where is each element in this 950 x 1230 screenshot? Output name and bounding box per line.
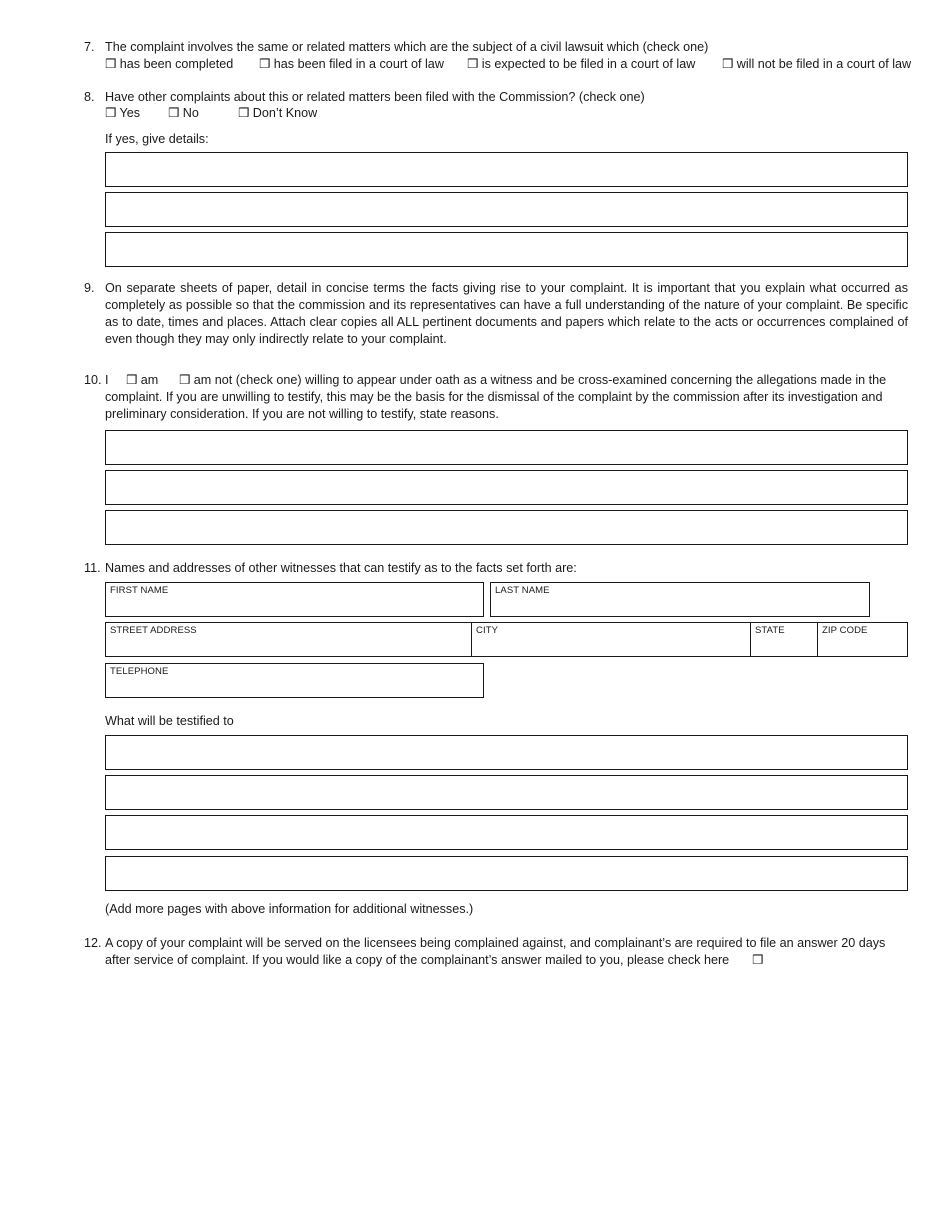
q11-text: Names and addresses of other witnesses that can testify as to the facts set forth are: [105,561,577,575]
state-label: STATE [755,625,785,636]
street-address-label: STREET ADDRESS [110,625,197,636]
zip-code-label: ZIP CODE [822,625,868,636]
testimony-line-3[interactable] [105,815,908,850]
last-name-label: LAST NAME [495,585,550,596]
q7-text: The complaint involves the same or related matters which are the subject of a civil lawsuit which (check one) [105,40,709,54]
q10-number: 10. [84,373,102,387]
q8-option-yes[interactable]: ❒ Yes [105,106,141,120]
q8-details-line-2[interactable] [105,192,908,227]
q8-number: 8. [84,90,95,104]
q10-reasons-line-1[interactable] [105,430,908,465]
testimony-line-4[interactable] [105,856,908,891]
q12-text-line-1: A copy of your complaint will be served on the licensees being complained against, and complainant’s are required to file an answer 20 days [105,936,886,950]
q10-prefix: I [105,373,109,387]
q9-text: On separate sheets of paper, detail in concise terms the facts giving rise to your complaint. It is important that you explain what occurred as completely as possible so that the commission and its representatives can have a full understanding of the nature of your complaint. Be specific as to date, times and places. Attach clear copies all ALL pertinent documents and papers which relate to the acts or occurrences complained of even though they may only indirectly relate to your complaint. [105,281,908,346]
q7-number: 7. [84,40,95,54]
q8-details-label: If yes, give details: [105,132,209,146]
zip-code-field[interactable] [817,622,908,657]
q12-text-line-2: after service of complaint. If you would like a copy of the complainant’s answer mailed to you, please check here [105,953,730,967]
q8-option-dont-know[interactable]: ❒ Don’t Know [238,106,318,120]
street-address-field[interactable] [105,622,473,657]
q10-option-am-not[interactable]: ❒ am not (check one) willing to appear under oath as a witness and be cross-examined concerning the allegations made in the [179,373,887,387]
q7-option-completed[interactable]: ❒ has been completed [105,57,234,71]
q12-number: 12. [84,936,102,950]
city-label: CITY [476,625,499,636]
q10-text-line-2: complaint. If you are unwilling to testify, this may be the basis for the dismissal of the complaint by the commission after its investigation and [105,390,883,404]
q12-copy-checkbox[interactable]: ❒ [752,953,764,967]
q11-number: 11. [84,561,101,575]
q8-details-line-3[interactable] [105,232,908,267]
q10-reasons-line-2[interactable] [105,470,908,505]
q7-option-filed[interactable]: ❒ has been filed in a court of law [259,57,444,71]
q10-option-am[interactable]: ❒ am [126,373,159,387]
q7-option-expected[interactable]: ❒ is expected to be filed in a court of law [467,57,696,71]
q10-reasons-line-3[interactable] [105,510,908,545]
telephone-field[interactable] [105,663,484,698]
q10-text-line-3: preliminary consideration. If you are not willing to testify, state reasons. [105,407,499,421]
q7-option-not-filed[interactable]: ❒ will not be filed in a court of law [722,57,912,71]
state-field[interactable] [750,622,819,657]
city-field[interactable] [471,622,752,657]
q8-text: Have other complaints about this or related matters been filed with the Commission? (check one) [105,90,645,104]
additional-witnesses-note: (Add more pages with above information for additional witnesses.) [105,902,474,916]
q8-option-no[interactable]: ❒ No [168,106,199,120]
telephone-label: TELEPHONE [110,666,169,677]
testimony-line-1[interactable] [105,735,908,770]
testified-label: What will be testified to [105,714,234,728]
first-name-label: FIRST NAME [110,585,169,596]
q9-number: 9. [84,281,95,295]
last-name-field[interactable] [490,582,870,617]
testimony-line-2[interactable] [105,775,908,810]
first-name-field[interactable] [105,582,484,617]
q8-details-line-1[interactable] [105,152,908,187]
